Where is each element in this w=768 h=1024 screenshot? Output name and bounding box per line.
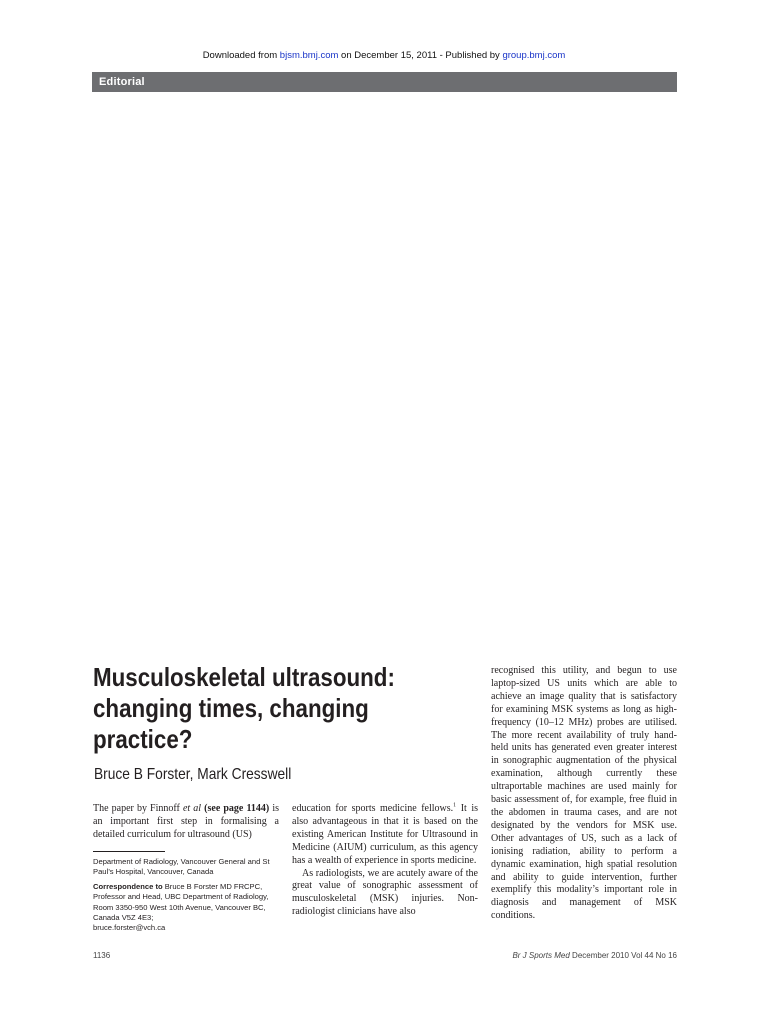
article-title — [93, 662, 420, 755]
correspondence-label: Correspondence to — [93, 881, 163, 891]
affiliation-rule — [93, 851, 165, 852]
download-middle: on December 15, 2011 - Published by — [338, 50, 503, 61]
reference-number: 1 — [453, 802, 457, 809]
bjsm-link[interactable]: bjsm.bmj.com — [279, 50, 339, 61]
group-link[interactable]: group.bmj.com — [502, 50, 566, 61]
text-run: The paper by Finnoff — [93, 803, 183, 814]
text-run: It is also advantageous in that it is based on the existing American Institute for Ultrasound in Medicine (AIUM) curriculum, as this agency has a wealth of experience in sports medicine. — [292, 803, 479, 866]
paragraph: recognised this utility, and begun to use laptop-sized US units which are able to achieve an image quality that is satisfactory for examining MSK systems as long as high-frequency (10–12 MHz) probes are utilised. The more recent availability of truly hand-held units has generated even greater interest in sonographic augmentation of the physical examination, although currently these ultraportable machines are used mainly for basic assessment of, for example, free fluid in the abdomen in trauma cases, and are not designated by the vendors for MSK use. Other advantages of US, such as a lack of ionising radiation, ability to perform a dynamic examination, high spatial resolution and ability to guide intervention, further exemplify this modality’s important role in diagnosis and management of MSK conditions. — [491, 665, 677, 922]
title-line-3: practice? — [93, 724, 193, 754]
author-email: bruce.forster@vch.ca — [93, 923, 166, 933]
paragraph — [93, 803, 279, 842]
text-run: is an important first step in formalising a detailed curriculum for ultrasound (US) — [93, 803, 279, 840]
text-column-3 — [491, 665, 677, 923]
journal-name: Br J Sports Med — [512, 951, 570, 960]
article-authors: Bruce B Forster, Mark Cresswell — [94, 766, 292, 783]
paragraph: As radiologists, we are acutely aware of the great value of sonographic assessment of musculoskeletal (MSK) injuries. Non-radiologist clinicians have also — [292, 867, 478, 918]
correspondence — [93, 882, 279, 934]
paragraph — [292, 803, 478, 868]
text-run: education for sports medicine fellows. — [292, 803, 454, 814]
download-notice — [0, 50, 768, 61]
correspondence-text: Bruce B Forster MD FRCPC, Professor and Head, UBC Department of Radiology, Room 3350-950 West 10th Avenue, Vancouver BC, Canada V5Z 4E3; — [93, 881, 269, 923]
download-prefix: Downloaded from — [202, 50, 280, 61]
text-column-1 — [93, 803, 279, 842]
text-run-italic: et al — [182, 803, 202, 814]
section-bar: Editorial — [92, 72, 677, 92]
department: Department of Radiology, Vancouver General and St Paul’s Hospital, Vancouver, Canada — [93, 857, 270, 877]
title-line-2: changing times, changing — [93, 693, 369, 723]
journal-citation — [512, 951, 677, 960]
affiliation-block — [93, 857, 279, 938]
page-number: 1136 — [93, 951, 111, 960]
page-reference: (see page 1144) — [201, 803, 270, 814]
title-line-1: Musculoskeletal ultrasound: — [93, 662, 395, 692]
text-column-2 — [292, 803, 478, 919]
journal-issue: December 2010 Vol 44 No 16 — [569, 951, 677, 960]
